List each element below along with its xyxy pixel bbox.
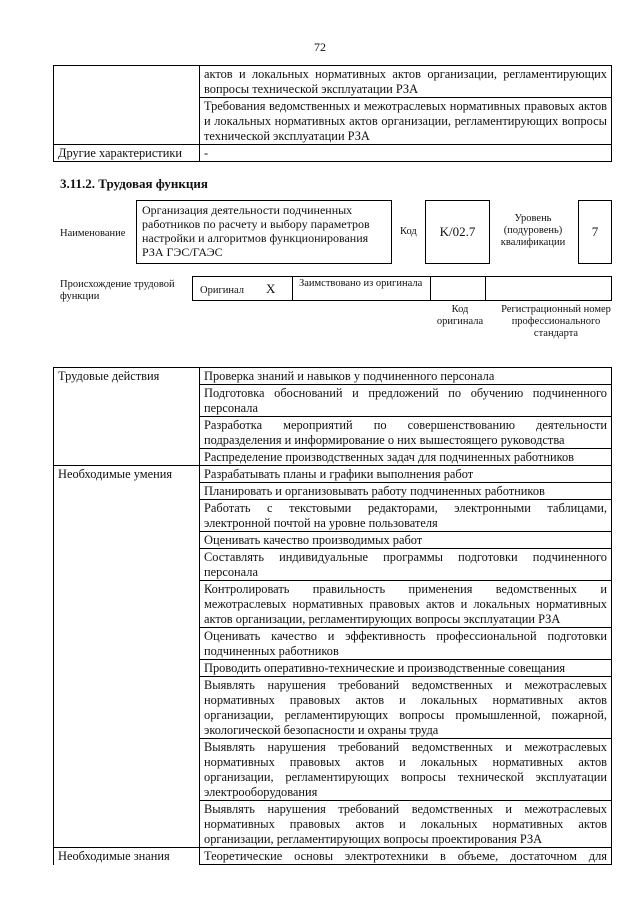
code-label: Код [400, 226, 417, 237]
row-text: - [200, 145, 612, 162]
main-table [53, 367, 612, 865]
table-row [54, 449, 612, 466]
divider [485, 276, 486, 301]
origin-label: Происхождение трудовой функции [60, 279, 175, 302]
row-text: Проводить оперативно-технические и производственные совещания [200, 660, 612, 677]
original-label: Оригинал [200, 285, 244, 296]
row-text: Разработка мероприятий по совершенствованию деятельности подразделения и информирование о них вышестоящего руководства [200, 417, 612, 449]
group-label-cont [54, 628, 200, 660]
top-table [53, 65, 612, 162]
table-row [54, 549, 612, 581]
row-text: Оценивать качество и эффективность профессиональной подготовки подчиненных работников [200, 628, 612, 660]
table-row [54, 98, 612, 145]
registration-caption: Регистрационный номер профессионального стандарта [501, 304, 611, 339]
table-row [54, 500, 612, 532]
row-text: Работать с текстовыми редакторами, электронными таблицами, электронной почтой на уровне пользователя [200, 500, 612, 532]
row-text: актов и локальных нормативных актов организации, регламентирующих вопросы технической эксплуатации РЗА [200, 66, 612, 98]
table-row [54, 801, 612, 848]
function-name: Организация деятельности подчиненных работников по расчету и выбору параметров настройки и алгоритмов функционирования РЗА ГЭС/ГАЭС [136, 200, 392, 264]
row-label [54, 66, 200, 98]
row-text: Теоретические основы электротехники в объеме, достаточном для [200, 848, 612, 865]
group-label-cont [54, 532, 200, 549]
table-row [54, 368, 612, 385]
group-label-cont [54, 483, 200, 500]
group-label: Трудовые действия [54, 368, 200, 385]
table-row [54, 66, 612, 98]
group-label: Необходимые знания [54, 848, 200, 865]
name-label: Наименование [60, 228, 126, 239]
group-label-cont [54, 500, 200, 532]
page-number: 72 [314, 40, 326, 54]
row-text: Проверка знаний и навыков у подчиненного персонала [200, 368, 612, 385]
row-text: Разрабатывать планы и графики выполнения работ [200, 466, 612, 483]
table-row [54, 532, 612, 549]
row-text: Выявлять нарушения требований ведомственных и межотраслевых нормативных правовых актов и локальных нормативных актов организации, регламентирующих вопросы технической эксплуатации электрооборудования [200, 739, 612, 801]
group-label-cont [54, 417, 200, 449]
group-label: Необходимые умения [54, 466, 200, 483]
table-row [54, 483, 612, 500]
row-text: Оценивать качество производимых работ [200, 532, 612, 549]
table-row [54, 417, 612, 449]
table-row [54, 145, 612, 162]
section-heading: 3.11.2. Трудовая функция [60, 176, 208, 191]
table-row [54, 677, 612, 739]
row-text: Планировать и организовывать работу подчиненных работников [200, 483, 612, 500]
table-row [54, 581, 612, 628]
group-label-cont [54, 739, 200, 801]
row-label: Другие характеристики [54, 145, 200, 162]
group-label-cont [54, 549, 200, 581]
row-label [54, 98, 200, 145]
level-label: Уровень (подуровень) квалификации [500, 213, 566, 248]
code-original-caption: Код оригинала [436, 304, 484, 327]
row-text: Распределение производственных задач для подчиненных работников [200, 449, 612, 466]
group-label-cont [54, 801, 200, 848]
original-mark: X [266, 281, 276, 296]
qualification-level: 7 [578, 200, 612, 264]
table-row [54, 660, 612, 677]
table-row [54, 628, 612, 660]
divider [292, 276, 293, 301]
table-row [54, 466, 612, 483]
row-text: Выявлять нарушения требований ведомственных и межотраслевых нормативных правовых актов и локальных нормативных актов организации, регламентирующих вопросы промышленной, пожарной, экологической безопасности и охраны труда [200, 677, 612, 739]
row-text: Контролировать правильность применения ведомственных и межотраслевых нормативных правовых актов и локальных нормативных актов организации, регламентирующих вопросы эксплуатации РЗА [200, 581, 612, 628]
divider [430, 276, 431, 301]
row-text: Составлять индивидуальные программы подготовки подчиненного персонала [200, 549, 612, 581]
group-label-cont [54, 449, 200, 466]
table-row [54, 848, 612, 865]
group-label-cont [54, 660, 200, 677]
group-label-cont [54, 677, 200, 739]
borrowed-label: Заимствовано из оригинала [299, 278, 423, 289]
group-label-cont [54, 385, 200, 417]
table-row [54, 739, 612, 801]
row-text: Подготовка обоснований и предложений по обучению подчиненного персонала [200, 385, 612, 417]
row-text: Выявлять нарушения требований ведомственных и межотраслевых нормативных правовых актов и локальных нормативных актов организации, регламентирующих вопросы проектирования РЗА [200, 801, 612, 848]
table-row [54, 385, 612, 417]
function-code: K/02.7 [425, 200, 490, 264]
row-text: Требования ведомственных и межотраслевых нормативных правовых актов и локальных нормативных актов организации, регламентирующих вопросы технической эксплуатации РЗА [200, 98, 612, 145]
origin-box [192, 276, 612, 301]
group-label-cont [54, 581, 200, 628]
